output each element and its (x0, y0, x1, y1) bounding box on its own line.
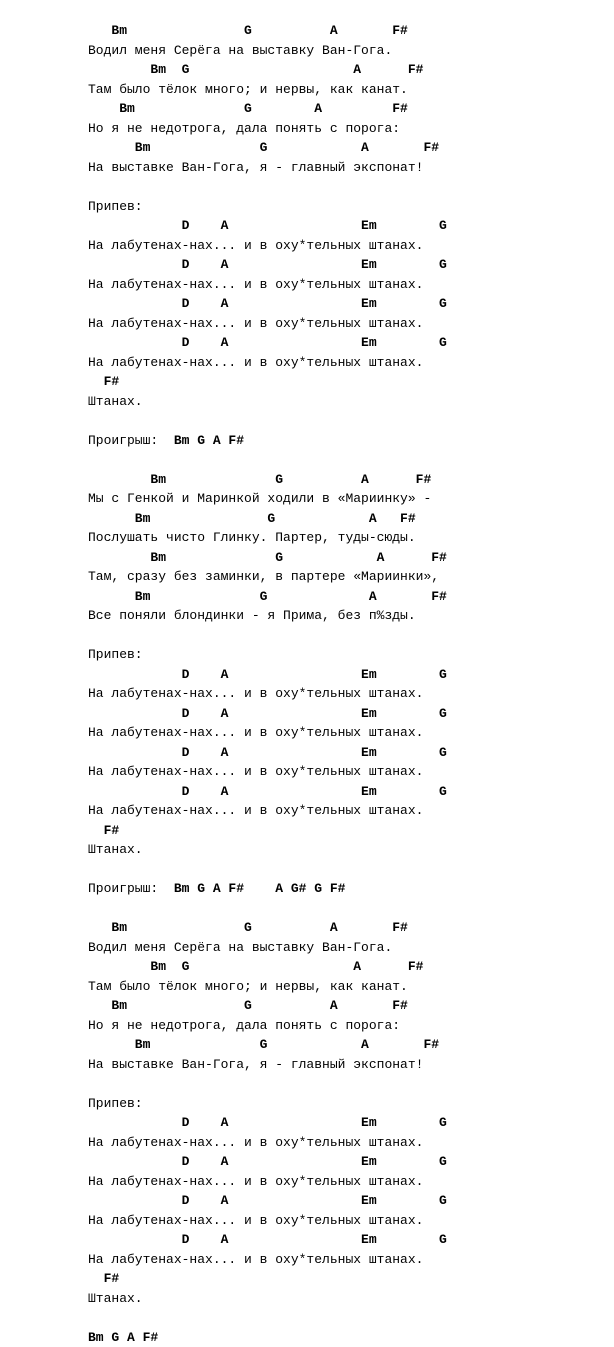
lyric-line: На лабутенах-нах... и в оху*тельных штанах. (88, 684, 608, 704)
lyric-line: Но я не недотрога, дала понять с порога: (88, 119, 608, 139)
lyric-line: Там было тёлок много; и нервы, как канат. (88, 80, 608, 100)
interlude-label: Проигрыш: (88, 881, 158, 896)
chord-line: Bm G A F# (88, 548, 608, 568)
lyric-line: Все поняли блондинки - я Прима, без п%зды. (88, 606, 608, 626)
interlude-chords: Bm G A F# (174, 433, 244, 448)
chord-line: Bm G A F# (88, 587, 608, 607)
lyric-line: Припев: (88, 1094, 608, 1114)
interlude-chords: Bm G A F# A G# G F# (174, 881, 346, 896)
blank-line (88, 626, 608, 646)
chord-line: D A Em G (88, 743, 608, 763)
blank-line (88, 860, 608, 880)
chord-line: D A Em G (88, 782, 608, 802)
chord-line: Bm G A F# (88, 509, 608, 529)
chord-line: D A Em G (88, 1113, 608, 1133)
chord-line: Bm G A F# (88, 918, 608, 938)
lyric-line: На лабутенах-нах... и в оху*тельных штанах. (88, 723, 608, 743)
lyric-line: Водил меня Серёга на выставку Ван-Гога. (88, 41, 608, 61)
lyric-line: Штанах. (88, 392, 608, 412)
interlude-line (88, 879, 608, 899)
chord-line: D A Em G (88, 333, 608, 353)
lyric-line: На выставке Ван-Гога, я - главный экспонат! (88, 158, 608, 178)
blank-line (88, 1308, 608, 1328)
lyric-line: Но я не недотрога, дала понять с порога: (88, 1016, 608, 1036)
lyric-line: На лабутенах-нах... и в оху*тельных штанах. (88, 275, 608, 295)
chord-line: D A Em G (88, 1152, 608, 1172)
chord-line: Bm G A F# (88, 21, 608, 41)
lyric-line: Припев: (88, 197, 608, 217)
interlude-spacer (158, 433, 174, 448)
chord-line: Bm G A F# (88, 138, 608, 158)
lyric-line: На лабутенах-нах... и в оху*тельных штанах. (88, 353, 608, 373)
chord-line: F# (88, 821, 608, 841)
chord-line: D A Em G (88, 294, 608, 314)
chord-line: Bm G A F# (88, 996, 608, 1016)
lyric-line: На лабутенах-нах... и в оху*тельных штанах. (88, 1172, 608, 1192)
lyric-line: Мы с Генкой и Маринкой ходили в «Мариинку» - (88, 489, 608, 509)
chord-line: Bm G A F# (88, 1035, 608, 1055)
blank-line (88, 899, 608, 919)
chord-line: D A Em G (88, 216, 608, 236)
lyric-line: Водил меня Серёга на выставку Ван-Гога. (88, 938, 608, 958)
lyric-line: На выставке Ван-Гога, я - главный экспонат! (88, 1055, 608, 1075)
lyric-line: Там, сразу без заминки, в партере «Мариинки», (88, 567, 608, 587)
blank-line (88, 411, 608, 431)
blank-line (88, 450, 608, 470)
song-chord-sheet (88, 21, 608, 1347)
chord-line: Bm G A F# (88, 99, 608, 119)
chord-line: D A Em G (88, 255, 608, 275)
lyric-line: Припев: (88, 645, 608, 665)
lyric-line: На лабутенах-нах... и в оху*тельных штанах. (88, 1250, 608, 1270)
blank-line (88, 177, 608, 197)
lyric-line: Штанах. (88, 1289, 608, 1309)
lyric-line: На лабутенах-нах... и в оху*тельных штанах. (88, 1211, 608, 1231)
chord-line: Bm G A F# (88, 60, 608, 80)
chord-line: Bm G A F# (88, 470, 608, 490)
chord-line: D A Em G (88, 665, 608, 685)
interlude-line (88, 431, 608, 451)
lyric-line: Штанах. (88, 840, 608, 860)
chord-line: D A Em G (88, 1191, 608, 1211)
interlude-spacer (158, 881, 174, 896)
lyric-line: На лабутенах-нах... и в оху*тельных штанах. (88, 236, 608, 256)
lyric-line: На лабутенах-нах... и в оху*тельных штанах. (88, 762, 608, 782)
chord-line: D A Em G (88, 1230, 608, 1250)
lyric-line: Послушать чисто Глинку. Партер, туды-сюды. (88, 528, 608, 548)
chord-line: F# (88, 372, 608, 392)
chord-line: D A Em G (88, 704, 608, 724)
blank-line (88, 1074, 608, 1094)
lyric-line: На лабутенах-нах... и в оху*тельных штанах. (88, 1133, 608, 1153)
chord-line: Bm G A F# (88, 1328, 608, 1347)
chord-line: F# (88, 1269, 608, 1289)
chord-line: Bm G A F# (88, 957, 608, 977)
lyric-line: На лабутенах-нах... и в оху*тельных штанах. (88, 314, 608, 334)
interlude-label: Проигрыш: (88, 433, 158, 448)
lyric-line: На лабутенах-нах... и в оху*тельных штанах. (88, 801, 608, 821)
lyric-line: Там было тёлок много; и нервы, как канат. (88, 977, 608, 997)
